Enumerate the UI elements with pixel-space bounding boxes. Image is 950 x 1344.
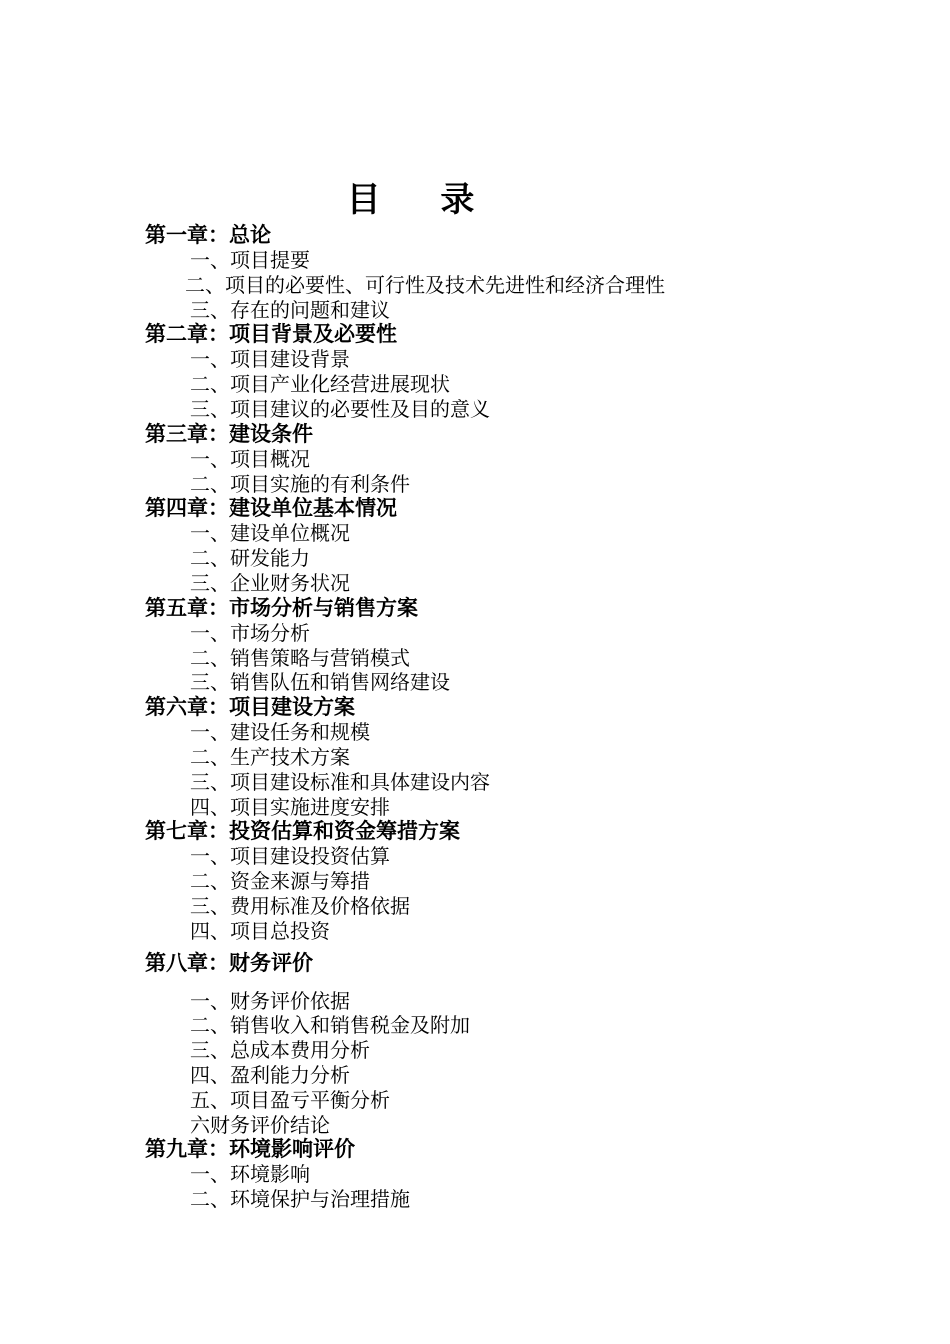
- chapter-1: [145, 223, 845, 322]
- section-item: 五、项目盈亏平衡分析: [190, 1087, 390, 1112]
- section-item: 六财务评价结论: [190, 1112, 330, 1137]
- chapter-heading: 第三章：建设条件: [145, 421, 313, 446]
- section-item: 二、资金来源与筹措: [190, 869, 370, 894]
- section-item: 一、项目概况: [190, 446, 310, 471]
- chapter-heading: 第七章：投资估算和资金筹措方案: [145, 819, 460, 844]
- section-item: 三、企业财务状况: [190, 570, 350, 595]
- table-of-contents: [145, 223, 845, 1212]
- section-item: 二、生产技术方案: [190, 744, 350, 769]
- chapter-6: [145, 695, 845, 819]
- section-item: 四、盈利能力分析: [190, 1062, 350, 1087]
- section-item: 三、销售队伍和销售网络建设: [190, 670, 450, 695]
- section-item: 三、项目建议的必要性及目的意义: [190, 396, 490, 421]
- section-item: 四、项目实施进度安排: [190, 794, 390, 819]
- chapter-heading: 第四章：建设单位基本情况: [145, 496, 397, 521]
- section-item: 四、项目总投资: [190, 918, 330, 943]
- section-item: 二、项目的必要性、可行性及技术先进性和经济合理性: [185, 272, 665, 297]
- section-item: 三、存在的问题和建议: [190, 297, 390, 322]
- section-item: 一、项目提要: [190, 248, 310, 272]
- section-item: 一、环境影响: [190, 1162, 310, 1187]
- section-item: 二、项目产业化经营进展现状: [190, 372, 450, 397]
- chapter-4: [145, 496, 845, 595]
- chapter-heading: 第六章：项目建设方案: [145, 695, 355, 720]
- chapter-3: [145, 422, 845, 497]
- section-item: 三、费用标准及价格依据: [190, 893, 410, 918]
- section-item: 一、建设任务和规模: [190, 720, 370, 745]
- section-item: 一、市场分析: [190, 620, 310, 645]
- toc-title: 目 录: [346, 180, 499, 220]
- section-item: 三、项目建设标准和具体建设内容: [190, 769, 490, 794]
- chapter-heading: 第二章：项目背景及必要性: [145, 322, 397, 347]
- section-item: 一、项目建设背景: [190, 347, 350, 372]
- chapter-7: [145, 819, 845, 943]
- chapter-9: [145, 1137, 845, 1212]
- chapter-heading: 第五章：市场分析与销售方案: [145, 595, 418, 620]
- chapter-heading: 第九章：环境影响评价: [145, 1137, 355, 1162]
- chapter-heading: 第一章：总论: [145, 223, 271, 247]
- section-item: 二、项目实施的有利条件: [190, 471, 410, 496]
- section-item: 二、销售收入和销售税金及附加: [190, 1013, 470, 1038]
- section-item: 一、建设单位概况: [190, 521, 350, 546]
- section-item: 一、项目建设投资估算: [190, 844, 390, 869]
- section-item: 二、销售策略与营销模式: [190, 645, 410, 670]
- section-item: 一、财务评价依据: [190, 988, 350, 1013]
- chapter-2: [145, 322, 845, 421]
- chapter-5: [145, 596, 845, 695]
- chapter-heading: 第八章：财务评价: [145, 950, 313, 975]
- section-item: 三、总成本费用分析: [190, 1038, 370, 1063]
- section-item: 二、环境保护与治理措施: [190, 1187, 410, 1212]
- section-item: 二、研发能力: [190, 546, 310, 571]
- chapter-8: [145, 951, 845, 1138]
